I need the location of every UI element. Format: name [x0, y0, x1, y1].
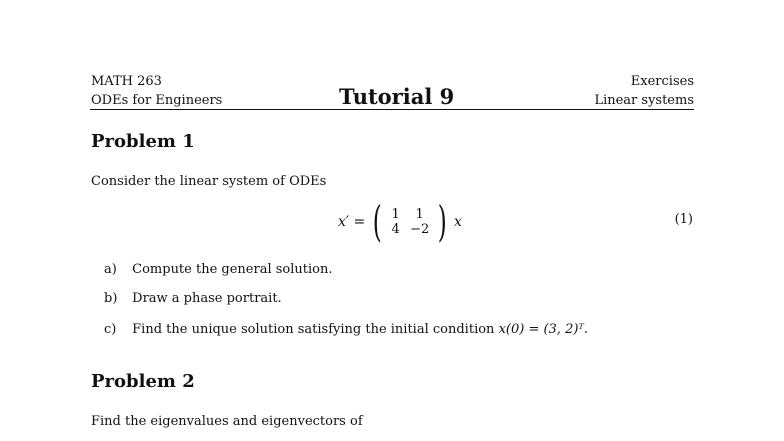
matrix-cell: 1	[415, 207, 424, 222]
item-text: Draw a phase portrait.	[132, 291, 282, 306]
right-paren: )	[437, 197, 447, 246]
equation-rhs: x	[454, 214, 462, 230]
equation-1	[338, 197, 462, 246]
course-code: MATH 263	[91, 74, 162, 89]
course-name: ODEs for Engineers	[91, 93, 223, 108]
item-label: a)	[104, 262, 117, 277]
header-right	[594, 72, 694, 110]
item-label: b)	[104, 291, 118, 306]
list-item	[104, 291, 282, 306]
matrix-cell: −2	[410, 222, 430, 237]
item-text: Compute the general solution.	[132, 262, 333, 277]
problem-2-intro: Find the eigenvalues and eigenvectors of	[91, 414, 363, 429]
equation-lhs: x′ =	[338, 214, 366, 230]
header-left	[91, 72, 222, 110]
document-title: Tutorial 9	[339, 84, 455, 109]
coefficient-matrix	[369, 197, 450, 246]
equation-number: (1)	[674, 212, 693, 227]
list-item	[104, 322, 588, 337]
left-paren: (	[372, 197, 382, 246]
item-text: Find the unique solution satisfying the initial condition	[132, 322, 495, 337]
problem-1-title: Problem 1	[91, 131, 195, 152]
problem-1-intro: Consider the linear system of ODEs	[91, 174, 327, 189]
problem-2-title: Problem 2	[91, 371, 195, 392]
matrix-cell: 4	[391, 222, 400, 237]
header-category: Exercises	[630, 74, 694, 89]
matrix-cell: 1	[391, 207, 400, 222]
header-rule	[90, 109, 694, 110]
initial-condition: x(0) = (3, 2)ᵀ.	[498, 322, 589, 337]
item-label: c)	[104, 322, 117, 337]
header-topic: Linear systems	[594, 93, 694, 108]
list-item	[104, 262, 333, 277]
